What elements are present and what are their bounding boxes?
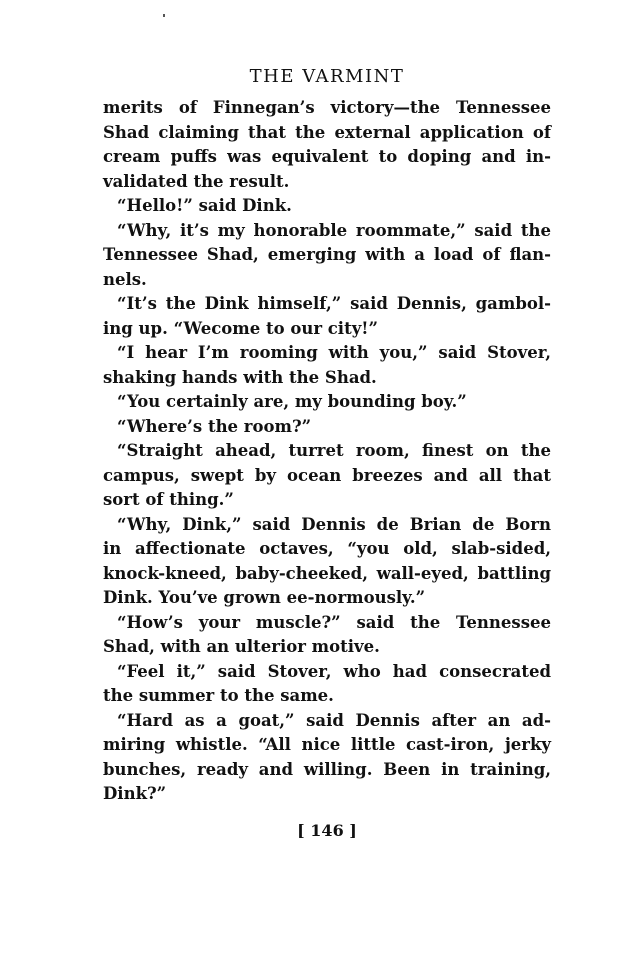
text-line: “Why, it’s my honorable roommate,” said the (117, 220, 551, 240)
text-line: knock-kneed, baby-cheeked, wall-eyed, battling (103, 563, 551, 583)
text-line: Dink. You’ve grown ee-normously.” (103, 588, 426, 607)
text-line: cream puffs was equivalent to doping and in- (103, 147, 551, 166)
text-line: “I hear I’m rooming with you,” said Stover, (117, 343, 551, 362)
text-line: shaking hands with the Shad. (103, 367, 377, 387)
text-line: the summer to the same. (103, 686, 334, 705)
text-line: validated the result. (103, 171, 290, 191)
text-line: “Hard as a goat,” said Dennis after an ad- (117, 710, 551, 730)
text-line: “It’s the Dink himself,” said Dennis, gambol- (117, 294, 551, 313)
page-number: [ 146 ] (297, 820, 357, 840)
text-line: “Hello!” said Dink. (117, 196, 292, 215)
text-line: ing up. “Wecome to our city!” (103, 318, 379, 338)
running-head: THE VARMINT (249, 66, 405, 87)
text-line: “Straight ahead, turret room, finest on the (117, 441, 551, 460)
text-line: “Feel it,” said Stover, who had consecrated (117, 661, 551, 681)
text-line: merits of Finnegan’s victory—the Tennessee (103, 98, 551, 117)
text-line: “Where’s the room?” (117, 416, 312, 436)
text-line: in affectionate octaves, “you old, slab-sided, (103, 539, 551, 558)
text-line: Tennessee Shad, emerging with a load of flan- (103, 245, 551, 264)
body-text (103, 96, 551, 807)
text-line: campus, swept by ocean breezes and all that (103, 465, 551, 485)
text-line: Dink?” (103, 784, 167, 803)
text-line: bunches, ready and willing. Been in training, (103, 759, 551, 779)
text-line: sort of thing.” (103, 490, 234, 509)
text-line: “Why, Dink,” said Dennis de Brian de Born (117, 514, 551, 534)
text-line: “How’s your muscle?” said the Tennessee (117, 612, 551, 632)
text-line: Shad claiming that the external application of (103, 122, 551, 142)
text-line: miring whistle. “All nice little cast-iron, jerky (103, 735, 551, 754)
book-page (103, 66, 551, 841)
text-line: nels. (103, 269, 147, 289)
text-line: Shad, with an ulterior motive. (103, 637, 380, 656)
print-speck (163, 14, 165, 17)
text-line: “You certainly are, my bounding boy.” (117, 392, 467, 411)
